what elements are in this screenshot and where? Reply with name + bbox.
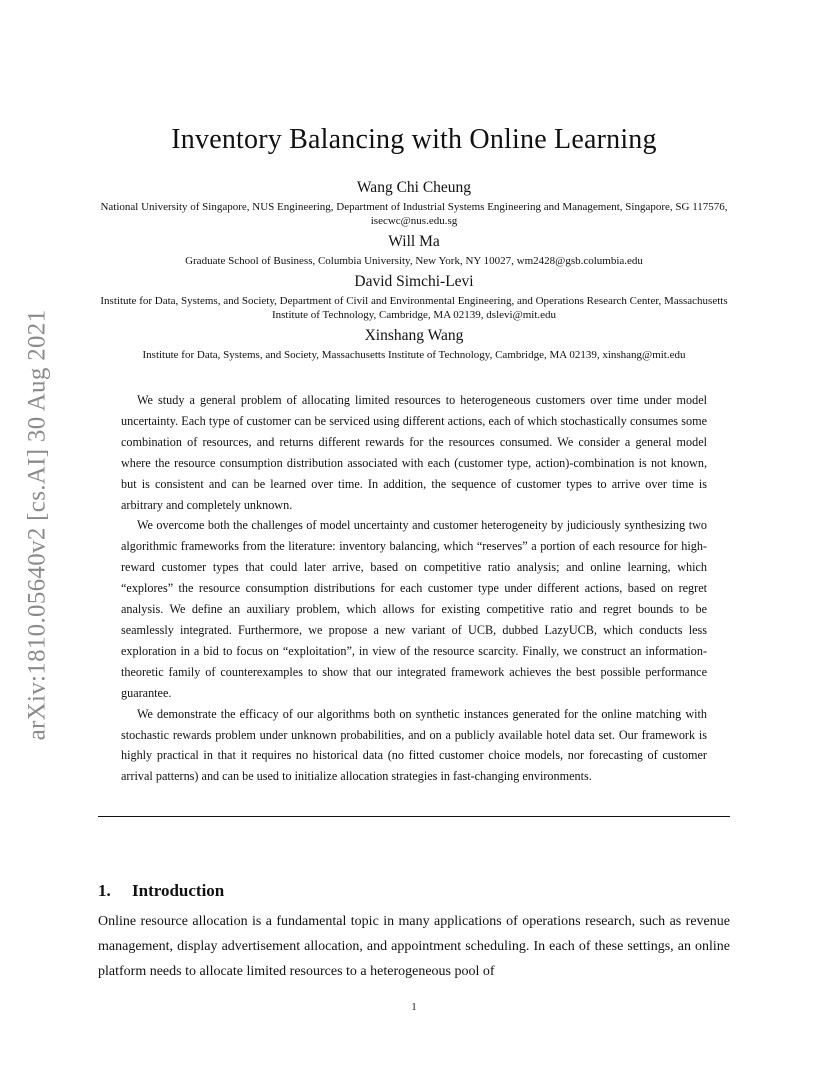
abstract-paragraph: We demonstrate the efficacy of our algorithms both on synthetic instances generated for the online matching with stochastic rewards problem under unknown probabilities, and on a publicly available hotel data set. Our framework is highly practical in that it requires no historical data (no fitted customer choice models, nor forecasting of customer arrival patterns) and can be used to initialize allocation strategies in fast-changing environments. (121, 706, 707, 784)
intro-paragraph: Online resource allocation is a fundamental topic in many applications of operations research, such as revenue management, display advertisement allocation, and appointment scheduling. In each of these settings, an online platform needs to allocate limited resources to a heterogeneous pool of (98, 914, 730, 979)
author-affiliation: Institute for Data, Systems, and Society, Department of Civil and Environmental Engineering, and Operations Research Center, Massachusetts Institute of Technology, Cambridge, MA 02139, dslevi@mit.edu (100, 295, 728, 321)
arxiv-identifier: arXiv:1810.05640v2 [cs.AI] 30 Aug 2021 (23, 309, 51, 741)
author-name: David Simchi-Levi (354, 273, 474, 290)
paper-title: Inventory Balancing with Online Learning (171, 124, 657, 155)
author-name: Wang Chi Cheung (356, 179, 472, 196)
abstract-divider (98, 816, 730, 817)
author-block-1 (98, 178, 730, 228)
arxiv-side-stamp (20, 290, 54, 760)
abstract (121, 390, 707, 787)
author-block-4 (98, 326, 730, 362)
section-number: 1. (98, 881, 111, 900)
page-number: 1 (411, 1002, 417, 1013)
section-heading (98, 881, 224, 901)
section-title: Introduction (132, 881, 225, 900)
author-affiliation: Graduate School of Business, Columbia University, New York, NY 10027, wm2428@gsb.columbia.edu (185, 255, 643, 267)
author-affiliation: Institute for Data, Systems, and Society, Massachusetts Institute of Technology, Cambridge, MA 02139, xinshang@mit.edu (142, 349, 686, 361)
author-block-3 (98, 272, 730, 322)
author-affiliation: National University of Singapore, NUS Engineering, Department of Industrial Systems Engineering and Management, Singapore, SG 117576, isecwc@nus.edu.sg (100, 201, 728, 227)
author-block-2 (98, 232, 730, 268)
author-name: Will Ma (388, 233, 440, 250)
author-name: Xinshang Wang (364, 327, 464, 344)
abstract-paragraph: We study a general problem of allocating limited resources to heterogeneous customers over time under model uncertainty. Each type of customer can be serviced using different actions, each of which stochastically consumes some combination of resources, and returns different rewards for the resources consumed. We consider a general model where the resource consumption distribution associated with each (customer type, action)-combination is not known, but is consistent and can be learned over time. In addition, the sequence of customer types to arrive over time is arbitrary and completely unknown. (121, 393, 707, 512)
abstract-paragraph: We overcome both the challenges of model uncertainty and customer heterogeneity by judiciously synthesizing two algorithmic frameworks from the literature: inventory balancing, which “reserves” a portion of each resource for high-reward customer types that could later arrive, based on competitive ratio analysis; and online learning, which “explores” the resource consumption distributions for each customer type under different actions, based on regret analysis. We define an auxiliary problem, which allows for existing competitive ratio and regret bounds to be seamlessly integrated. Furthermore, we propose a new variant of UCB, dubbed LazyUCB, which conducts less exploration in a bid to focus on “exploitation”, in view of the resource scarcity. Finally, we construct an information-theoretic family of counterexamples to show that our integrated framework achieves the best possible performance guarantee. (121, 518, 707, 700)
